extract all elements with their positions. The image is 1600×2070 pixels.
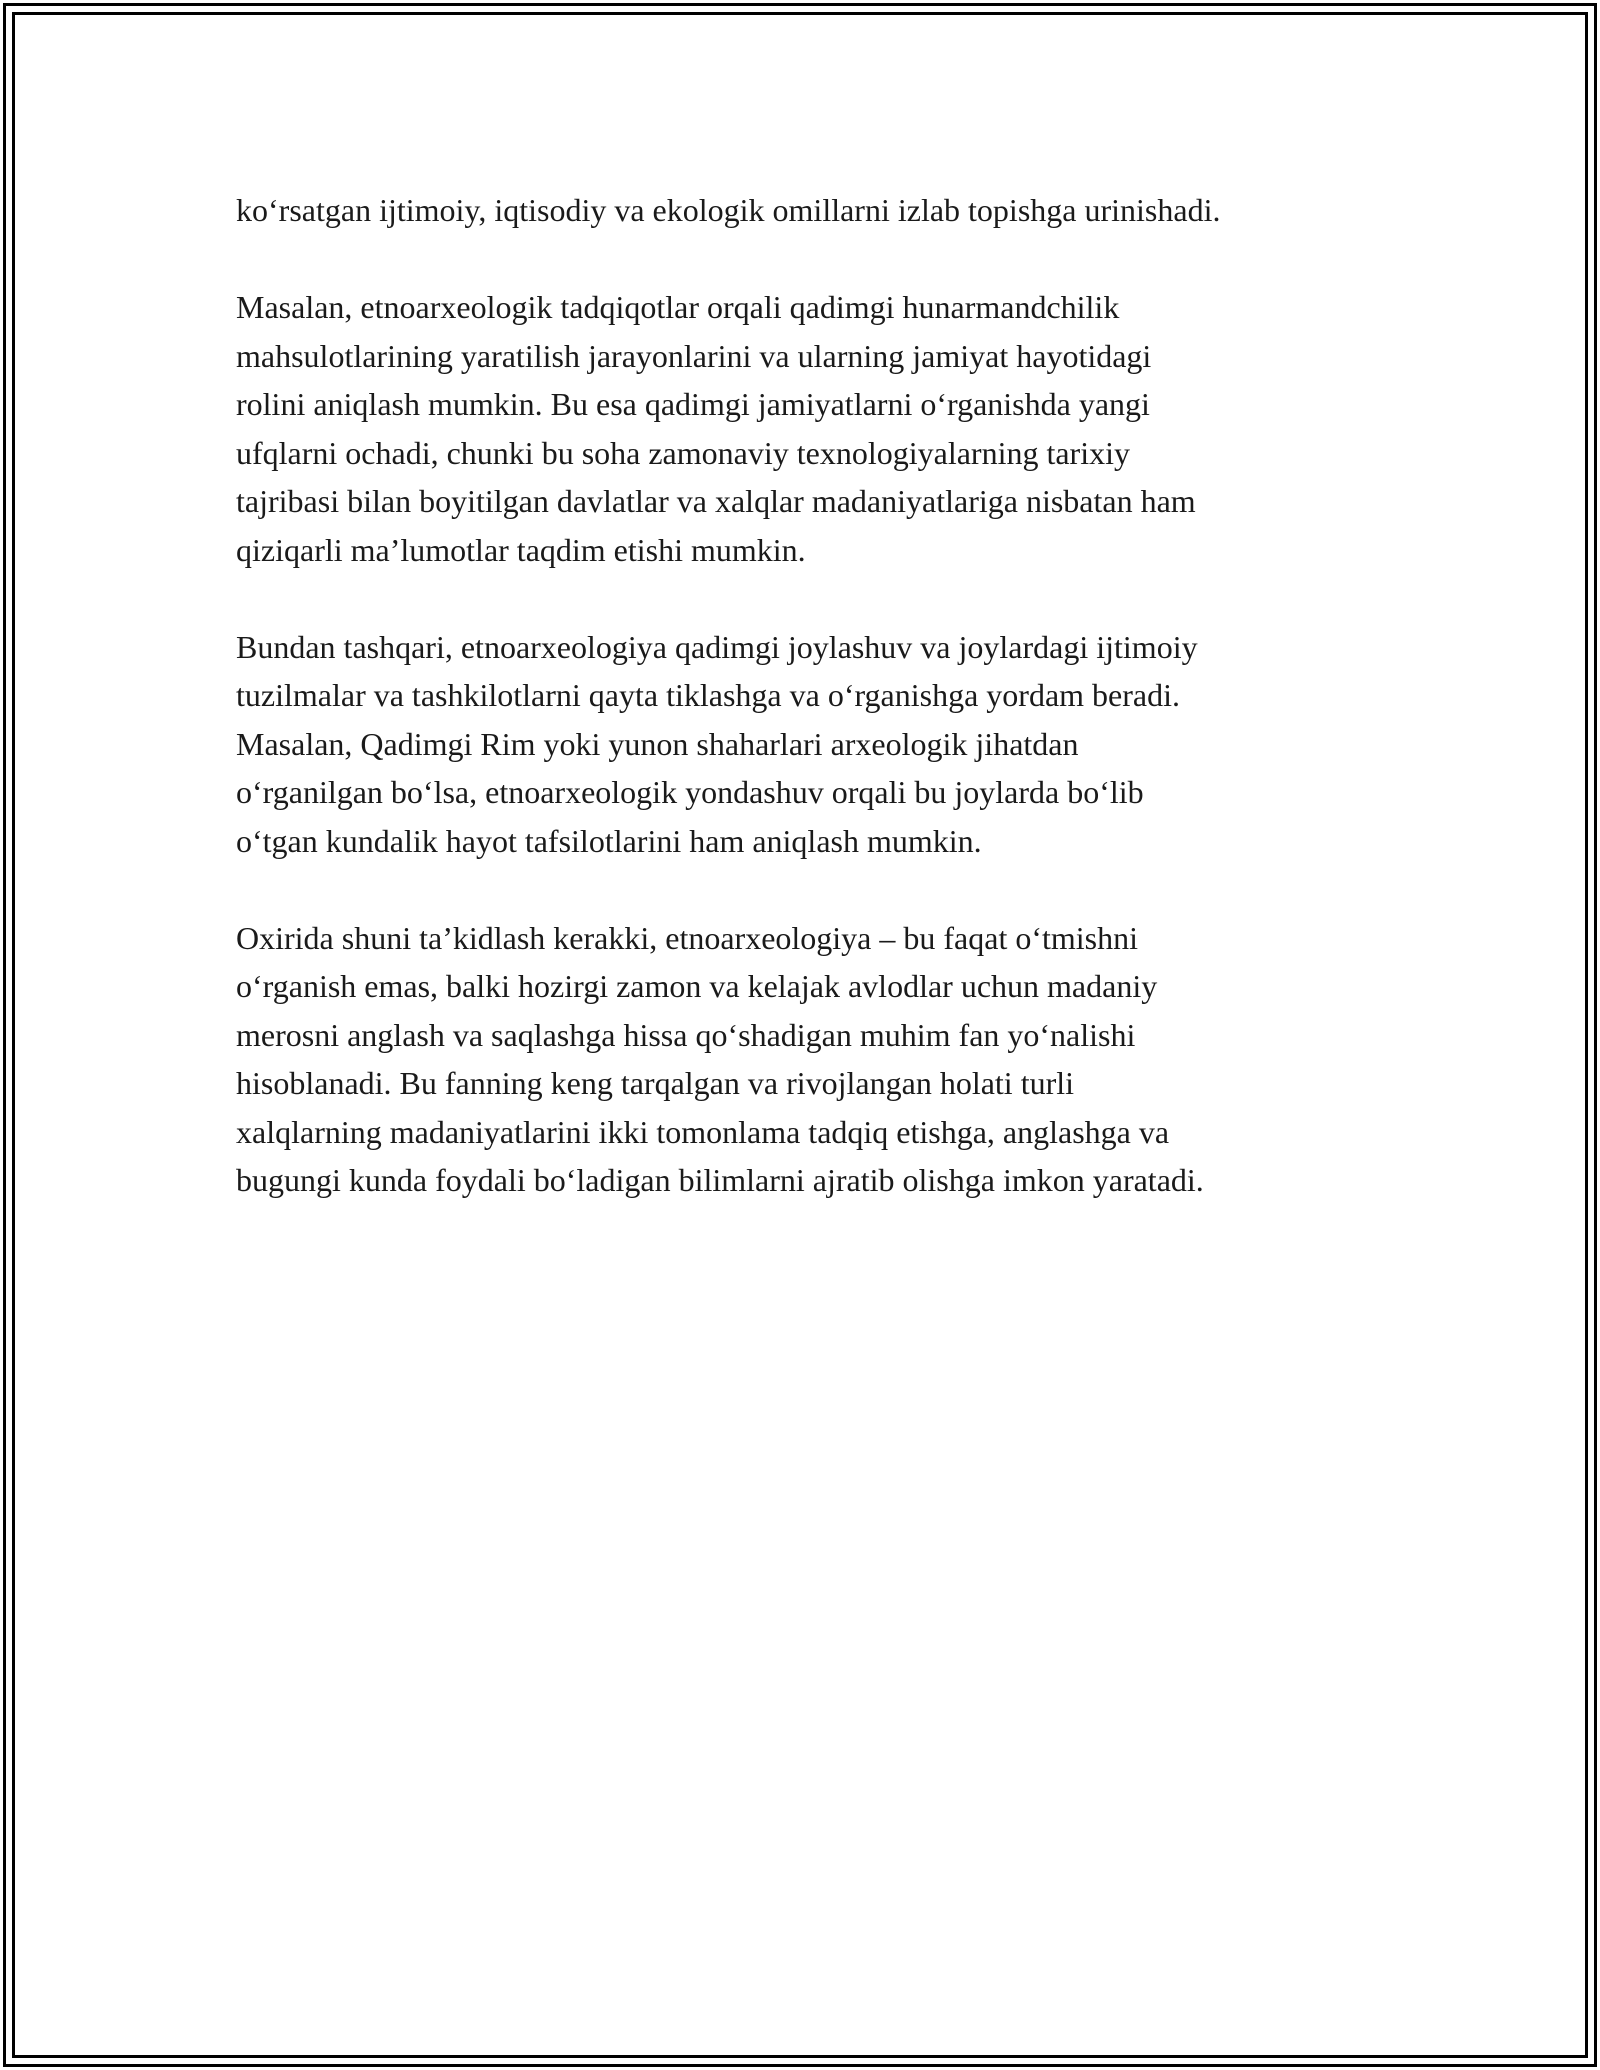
paragraph-line: o‘rganilgan bo‘lsa, etnoarxeologik yondashuv orqali bu joylarda bo‘lib [236,774,1144,810]
paragraph-line: qiziqarli ma’lumotlar taqdim etishi mumkin. [236,531,806,568]
paragraph-line: rolini aniqlash mumkin. Bu esa qadimgi jamiyatlarni o‘rganishda yangi [236,386,1150,422]
paragraph-line: tajribasi bilan boyitilgan davlatlar va xalqlar madaniyatlariga nisbatan ham [236,483,1196,519]
paragraph-gap [236,235,1376,284]
paragraph-line: ufqlarni ochadi, chunki bu soha zamonaviy texnologiyalarning tarixiy [236,434,1130,471]
paragraph-gap [236,574,1376,623]
paragraph-4 [236,914,1376,1205]
paragraph-gap [236,865,1376,914]
paragraph-1 [236,186,1376,235]
paragraph-line: ko‘rsatgan ijtimoiy, iqtisodiy va ekologik omillarni izlab topishga urinishadi. [236,192,1221,228]
paragraph-line: mahsulotlarining yaratilish jarayonlarini va ularning jamiyat hayotidagi [236,337,1152,374]
paragraph-line: o‘rganish emas, balki hozirgi zamon va kelajak avlodlar uchun madaniy [236,968,1158,1004]
paragraph-line: merosni anglash va saqlashga hissa qo‘shadigan muhim fan yo‘nalishi [236,1016,1136,1053]
paragraph-line: hisoblanadi. Bu fanning keng tarqalgan va rivojlangan holati turli [236,1065,1075,1101]
document-body [236,186,1376,1205]
paragraph-line: xalqlarning madaniyatlarini ikki tomonlama tadqiq etishga, anglashga va [236,1113,1170,1150]
paragraph-line: Bundan tashqari, etnoarxeologiya qadimgi joylashuv va joylardagi ijtimoiy [236,628,1198,665]
paragraph-line: tuzilmalar va tashkilotlarni qayta tiklashga va o‘rganishga yordam beradi. [236,677,1180,713]
paragraph-line: Masalan, Qadimgi Rim yoki yunon shaharlari arxeologik jihatdan [236,725,1079,762]
paragraph-line: o‘tgan kundalik hayot tafsilotlarini ham aniqlash mumkin. [236,822,982,859]
paragraph-2 [236,283,1376,574]
paragraph-line: Oxirida shuni ta’kidlash kerakki, etnoarxeologiya – bu faqat o‘tmishni [236,919,1138,956]
paragraph-3 [236,623,1376,866]
paragraph-line: bugungi kunda foydali bo‘ladigan bilimlarni ajratib olishga imkon yaratadi. [236,1162,1204,1198]
paragraph-line: Masalan, etnoarxeologik tadqiqotlar orqali qadimgi hunarmandchilik [236,289,1120,325]
